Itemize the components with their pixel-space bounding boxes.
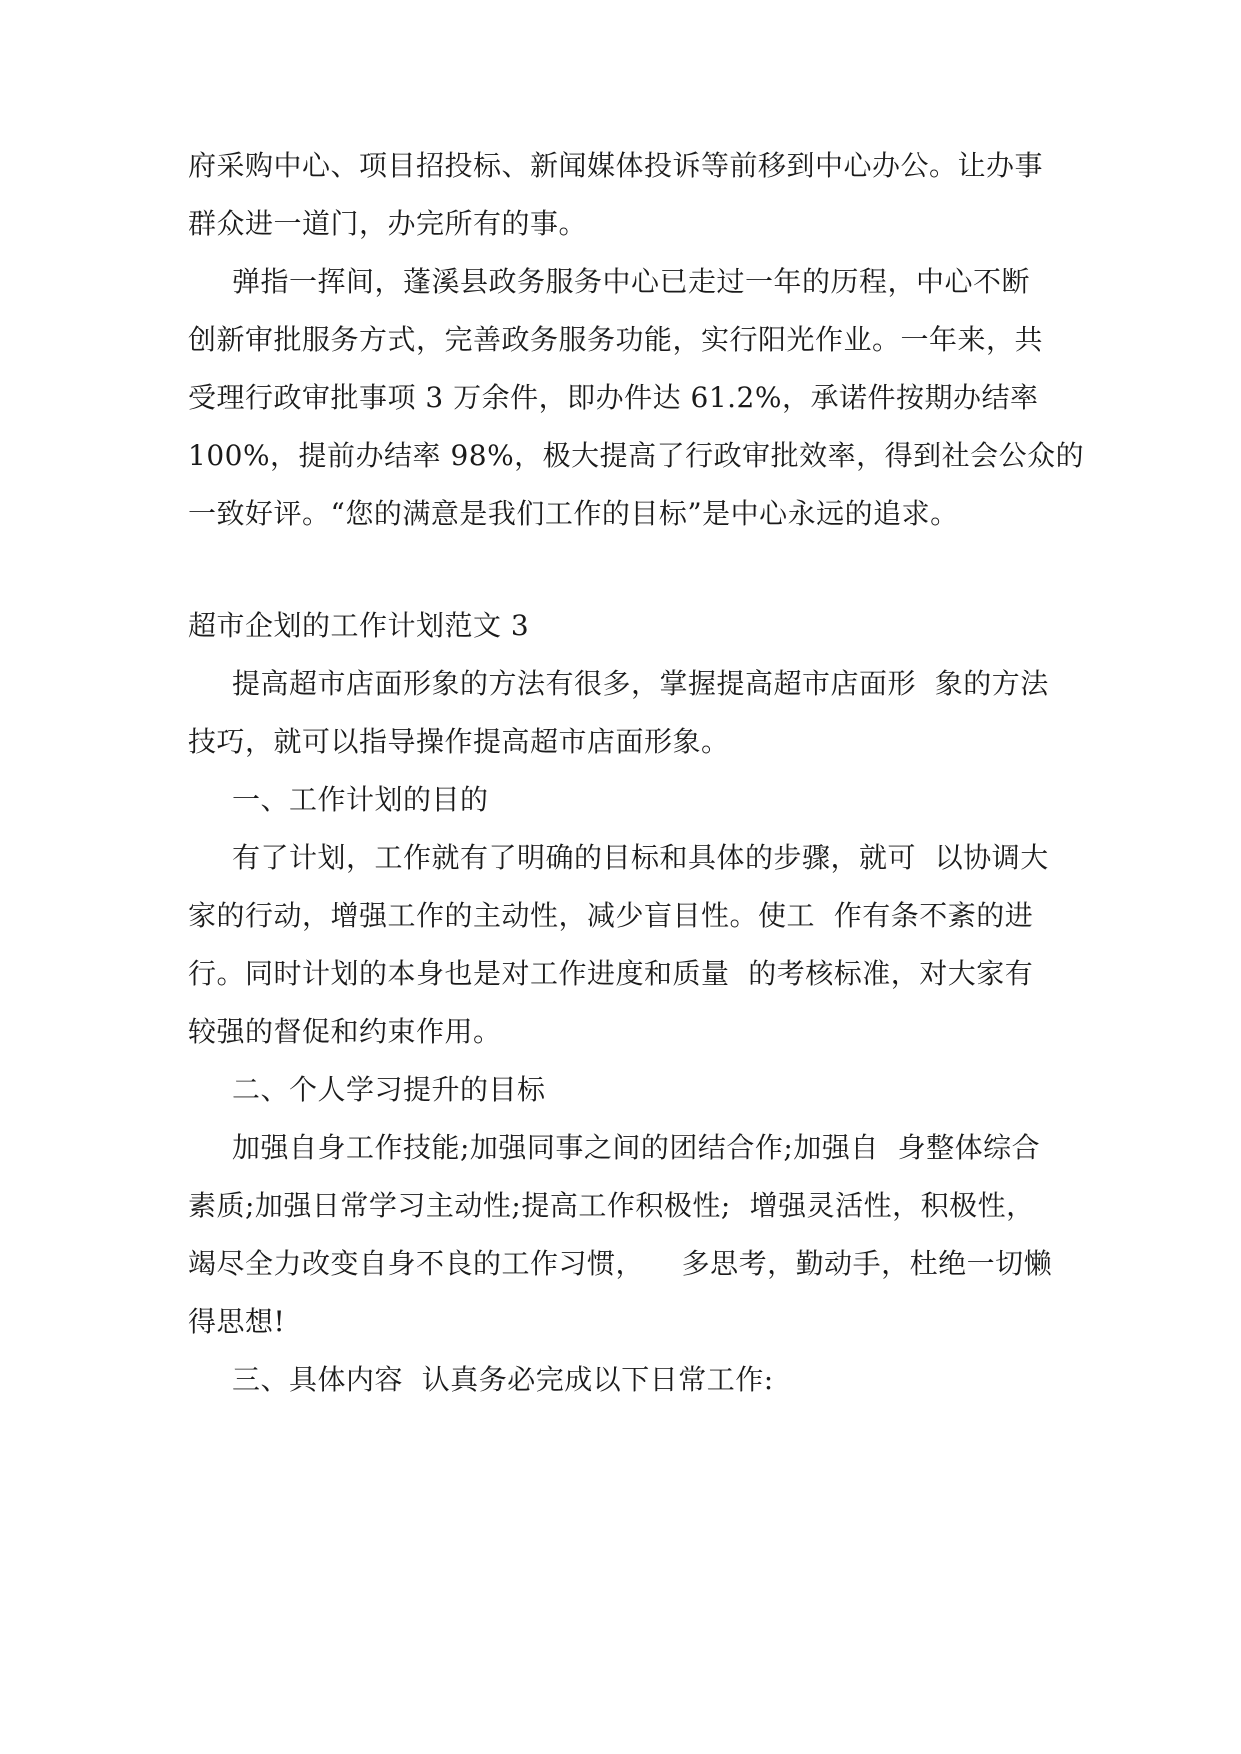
paragraph-line: 竭尽全力改变自身不良的工作习惯， 多思考，勤动手，杜绝一切懒 bbox=[188, 1247, 1053, 1280]
paragraph-line: 较强的督促和约束作用。 bbox=[188, 1015, 502, 1048]
paragraph-line: 家的行动，增强工作的主动性，减少盲目性。使工 作有条不紊的进 bbox=[188, 899, 1034, 932]
paragraph-line: 技巧，就可以指导操作提高超市店面形象。 bbox=[188, 725, 730, 758]
paragraph-line: 有了计划，工作就有了明确的目标和具体的步骤，就可 以协调大 bbox=[232, 841, 1049, 874]
paragraph-line: 群众进一道门，办完所有的事。 bbox=[188, 207, 588, 240]
subheading: 三、具体内容 认真务必完成以下日常工作: bbox=[232, 1363, 774, 1396]
subheading: 一、工作计划的目的 bbox=[232, 783, 489, 816]
section-title: 超市企划的工作计划范文 3 bbox=[188, 609, 530, 642]
paragraph-line: 提高超市店面形象的方法有很多，掌握提高超市店面形 象的方法 bbox=[232, 667, 1049, 700]
paragraph-line: 创新审批服务方式，完善政务服务功能，实行阳光作业。一年来，共 bbox=[188, 323, 1044, 356]
paragraph-line: 受理行政审批事项 3 万余件，即办件达 61.2%，承诺件按期办结率 bbox=[188, 381, 1039, 414]
subheading: 二、个人学习提升的目标 bbox=[232, 1073, 546, 1106]
paragraph-line: 府采购中心、项目招投标、新闻媒体投诉等前移到中心办公。让办事 bbox=[188, 149, 1044, 182]
paragraph-line: 行。同时计划的本身也是对工作进度和质量 的考核标准，对大家有 bbox=[188, 957, 1034, 990]
paragraph-line: 得思想! bbox=[188, 1305, 286, 1338]
paragraph-line: 加强自身工作技能;加强同事之间的团结合作;加强自 身整体综合 bbox=[232, 1131, 1041, 1164]
paragraph-line: 弹指一挥间，蓬溪县政务服务中心已走过一年的历程，中心不断 bbox=[232, 265, 1031, 298]
paragraph-line: 素质;加强日常学习主动性;提高工作积极性; 增强灵活性，积极性， bbox=[188, 1189, 1035, 1222]
paragraph-line: 一致好评。“您的满意是我们工作的目标”是中心永远的追求。 bbox=[188, 497, 959, 530]
paragraph-line: 100%，提前办结率 98%，极大提高了行政审批效率，得到社会公众的 bbox=[188, 439, 1085, 472]
